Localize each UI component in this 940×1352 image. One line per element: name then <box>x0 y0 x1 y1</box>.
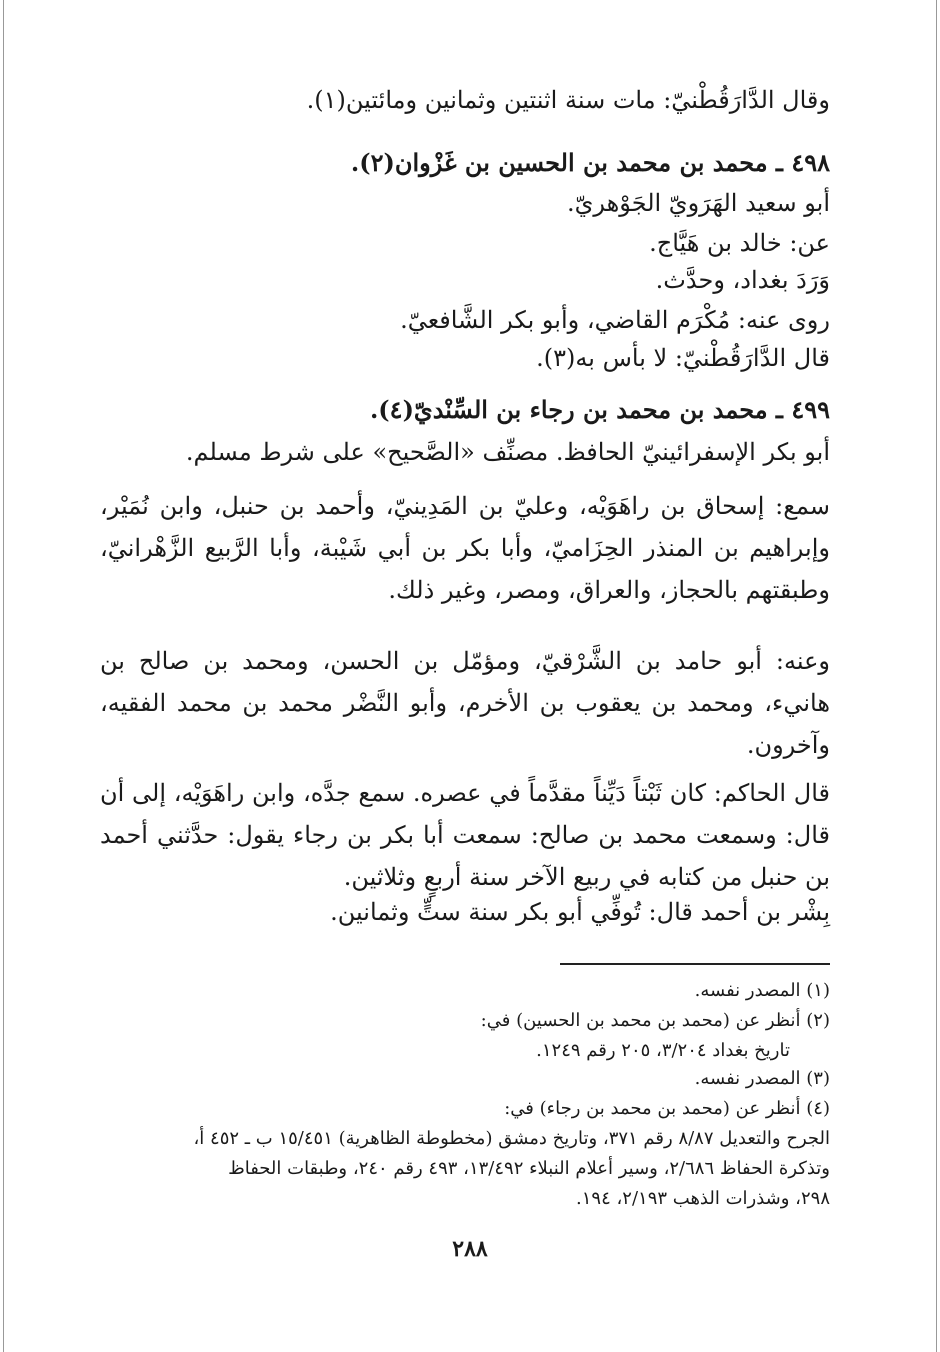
footnote-line: (٤) أنظر عن (محمد بن محمد بن رجاء) في: <box>504 1098 830 1119</box>
text-line: قال الدَّارَقُطْنيّ: لا بأس به(٣). <box>536 344 830 372</box>
page-number: ٢٨٨ <box>452 1236 488 1262</box>
text-line: روى عنه: مُكْرَم القاضي، وأبو بكر الشَّافعيّ. <box>400 306 830 334</box>
text-line: عن: خالد بن هَيَّاج. <box>649 229 830 257</box>
paragraph-anhu: وعنه: أبو حامد بن الشَّرْقيّ، ومؤمّل بن الحسن، ومحمد بن صالح بن هانيء، ومحمد بن يعقوب بن الأخرم، وأبو النَّضْر محمد بن محمد الفقيه، وآخرون. <box>100 647 830 759</box>
entry-heading-499: ٤٩٩ ـ محمد بن محمد بن رجاء بن السِّنْديّ(٤). <box>369 395 830 424</box>
footnote-line: وتذكرة الحفاظ ٢/٦٨٦، وسير أعلام النبلاء ١٣/٤٩٢، ٤٩٣ رقم ٢٤٠، وطبقات الحفاظ <box>228 1158 830 1179</box>
text-line: أبو سعيد الهَرَويّ الجَوْهريّ. <box>566 189 830 217</box>
footnote-line: ٢٩٨، وشذرات الذهب ٢/١٩٣، ١٩٤. <box>576 1188 830 1209</box>
entry-heading-498: ٤٩٨ ـ محمد بن محمد بن الحسين بن غَزْوان(٢). <box>350 148 830 177</box>
text-line: بِشْر بن أحمد قال: تُوفِّي أبو بكر سنة ستٍّ وثمانين. <box>330 898 830 926</box>
footnote-line: (٣) المصدر نفسه. <box>694 1068 830 1089</box>
footnote-separator <box>560 963 830 965</box>
footnote-line: (٢) أنظر عن (محمد بن محمد بن الحسين) في: <box>480 1010 830 1031</box>
paragraph-sama: سمع: إسحاق بن راهَوَيْه، وعليّ بن المَدِينيّ، وأحمد بن حنبل، وابن نُمَيْر، وإبراهيم بن المنذر الحِزَاميّ، وأبا بكر بن أبي شَيْبة، وأبا الرَّبيع الزَّهْرانيّ، وطبقتهم بالحجاز، والعراق، ومصر، وغير ذلك. <box>100 492 830 604</box>
text-line: وَرَدَ بغداد، وحدَّث. <box>655 266 830 294</box>
text-line: وقال الدَّارَقُطْنيّ: مات سنة اثنتين وثمانين ومائتين(١). <box>306 86 830 114</box>
footnote-line: تاريخ بغداد ٣/٢٠٤، ٢٠٥ رقم ١٢٤٩. <box>536 1040 790 1061</box>
scan-edge-line <box>3 0 4 1352</box>
text-line: أبو بكر الإسفرائينيّ الحافظ. مصنِّف «الصَّحيح» على شرط مسلم. <box>185 438 830 466</box>
scan-edge-line <box>936 0 937 1352</box>
footnote-line: الجرح والتعديل ٨/٨٧ رقم ٣٧١، وتاريخ دمشق (مخطوطة الظاهرية) ١٥/٤٥١ ب ـ ٤٥٢ أ، <box>193 1128 830 1149</box>
footnote-line: (١) المصدر نفسه. <box>694 980 830 1001</box>
paragraph-hakim: قال الحاكم: كان ثَبْتاً دَيِّناً مقدَّماً في عصره. سمع جدَّه، وابن راهَوَيْه، إلى أن قال: وسمعت محمد بن صالح: سمعت أبا بكر بن رجاء يقول: حدَّثني أحمد بن حنبل من كتابه في ربيع الآخر سنة أربعٍ وثلاثين. <box>100 779 830 891</box>
